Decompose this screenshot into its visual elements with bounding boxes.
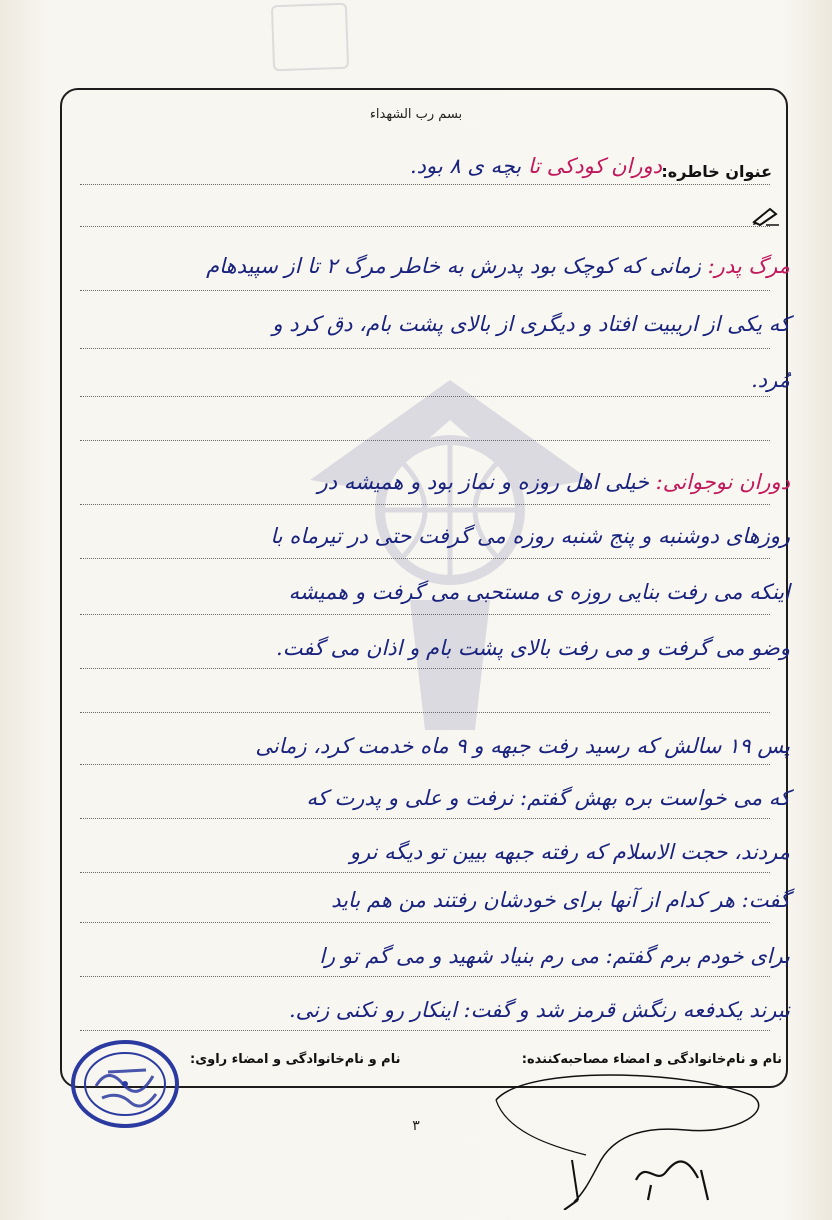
handwritten-line: مُرد. <box>751 368 790 392</box>
memory-title-red: دوران کودکی تا <box>527 154 662 178</box>
handwritten-line: مردند، حجت الاسلام که رفته جبهه بیین تو دیگه نرو <box>349 840 790 864</box>
memory-title-blue: بچه ی ۸ بود. <box>409 154 522 178</box>
rule-line <box>80 504 770 505</box>
rule-line <box>80 872 770 873</box>
handwritten-line: مرگ پدر: زمانی که کوچک بود پدرش به خاطر مرگ ۲ تا از سپیدهام <box>206 254 790 278</box>
rule-line <box>80 1030 770 1031</box>
rule-line <box>80 712 770 713</box>
rule-line <box>80 764 770 765</box>
handwritten-line: دوران نوجوانی: خیلی اهل روزه و نماز بود و همیشه در <box>317 470 790 494</box>
memory-title-value <box>410 154 662 178</box>
rule-line <box>80 922 770 923</box>
narrator-signature-label: نام و نام‌خانوادگی و امضاء راوی: <box>190 1052 401 1067</box>
rule-line <box>80 558 770 559</box>
page-number: ۳ <box>412 1118 420 1134</box>
handwritten-line: که می خواست بره بهش گفتم: نرفت و علی و پدرت که <box>306 786 790 810</box>
memory-title-row <box>82 154 772 190</box>
rule-line <box>80 290 770 291</box>
handwritten-line: گفت: هر کدام از آنها برای خودشان رفتند من هم باید <box>331 888 790 912</box>
handwritten-line: برای خودم برم گفتم: می رم بنیاد شهید و می گم تو را <box>319 944 790 968</box>
faded-top-stamp <box>271 3 349 72</box>
handwritten-line: نبرند یکدفعه رنگش قرمز شد و گفت: اینکار رو نکنی زنی. <box>288 998 790 1022</box>
rule-line <box>80 396 770 397</box>
rule-line <box>80 818 770 819</box>
rule-line <box>80 976 770 977</box>
handwritten-line: که یکی از اریبیت افتاد و دیگری از بالای پشت بام، دق کرد و <box>272 312 790 336</box>
rule-line <box>80 668 770 669</box>
rule-line <box>80 614 770 615</box>
handwritten-line: پس ۱۹ سالش که رسید رفت جبهه و ۹ ماه خدمت کرد، زمانی <box>255 734 790 758</box>
handwritten-line: وضو می گرفت و می رفت بالای پشت بام و اذان می گفت. <box>276 636 790 660</box>
handwritten-line: اینکه می رفت بنایی روزه ی مستحبی می گرفت و همیشه <box>288 580 790 604</box>
signature-scribble <box>486 1060 776 1210</box>
pen-writing-icon <box>752 206 780 226</box>
interviewer-signature-label: نام و نام‌خانوادگی و امضاء مصاحبه‌کننده: <box>521 1052 782 1067</box>
rule-pen <box>80 226 770 227</box>
title-rule <box>80 184 770 185</box>
memory-title-label: عنوان خاطره: <box>661 162 772 181</box>
rule-line <box>80 348 770 349</box>
basmala-header: بسم رب الشهداء <box>369 107 463 122</box>
rule-line <box>80 440 770 441</box>
handwritten-line: روزهای دوشنبه و پنج شنبه روزه می گرفت حتی در تیرماه با <box>270 524 790 548</box>
